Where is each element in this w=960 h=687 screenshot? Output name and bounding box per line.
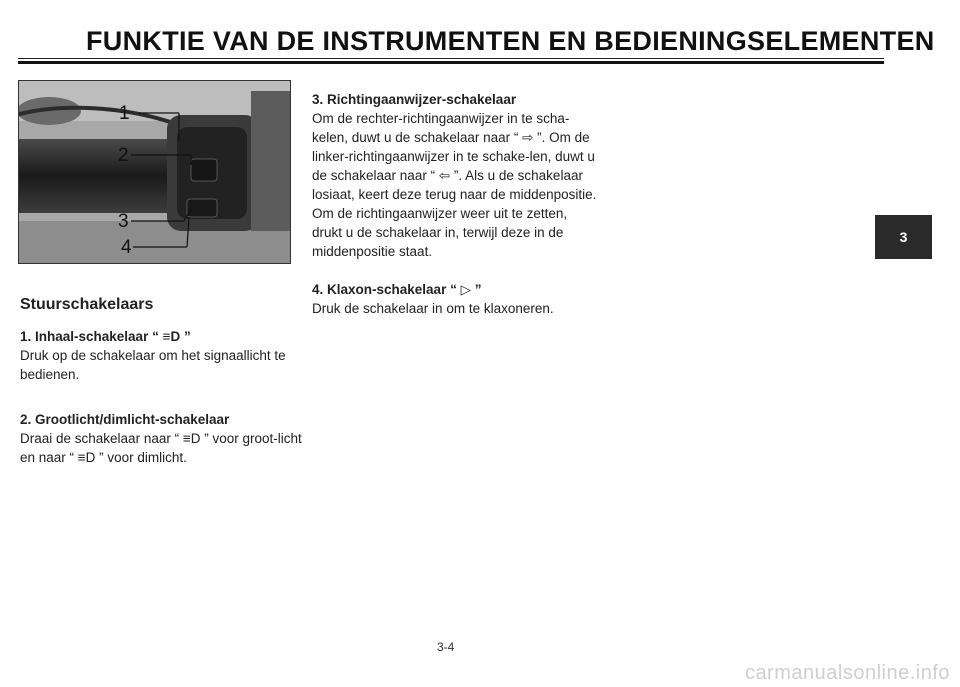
chapter-tab: 3	[875, 215, 932, 259]
item-4-title: 4. Klaxon-schakelaar “ ▷ ”	[312, 282, 482, 297]
header-rule-thick	[18, 61, 884, 64]
watermark: carmanualsonline.info	[744, 662, 950, 684]
header-rule-thin	[18, 58, 884, 59]
handlebar-switch-photo	[18, 80, 291, 264]
item-3	[312, 90, 597, 261]
item-1-body: Druk op de schakelaar om het signaallicht te bedienen.	[20, 348, 286, 382]
callout-3: 3	[118, 211, 129, 232]
item-2-title: 2. Grootlicht/dimlicht-schakelaar	[20, 412, 230, 427]
item-2	[20, 410, 305, 467]
item-2-body: Draai de schakelaar naar “ ≡D ” voor groot-licht en naar “ ≡D ” voor dimlicht.	[20, 431, 302, 465]
item-3-body: Om de rechter-richtingaanwijzer in te scha-kelen, duwt u de schakelaar naar “ ⇨ ”. Om de linker-richtingaanwijzer in te schake-len, duwt u de schakelaar naar “ ⇦ ”. Als u de schakelaar losiaat, keert deze terug naar de middenpositie. Om de richtingaanwijzer weer uit te zetten, drukt u de schakelaar in, terwijl deze in de middenpositie staat.	[312, 111, 597, 259]
item-3-title: 3. Richtingaanwijzer-schakelaar	[312, 92, 517, 107]
item-1	[20, 327, 305, 384]
page-title: FUNKTIE VAN DE INSTRUMENTEN EN BEDIENINGSELEMENTEN	[86, 26, 935, 56]
callout-4: 4	[121, 237, 132, 258]
item-4	[312, 280, 597, 318]
page-number: 3-4	[437, 640, 455, 654]
callout-1: 1	[119, 103, 130, 124]
callout-2: 2	[118, 145, 129, 166]
handlebar-switch-illustration	[19, 81, 290, 263]
section-heading: Stuurschakelaars	[20, 296, 154, 313]
item-4-body: Druk de schakelaar in om te klaxoneren.	[312, 301, 554, 316]
item-1-title: 1. Inhaal-schakelaar “ ≡D ”	[20, 329, 191, 344]
